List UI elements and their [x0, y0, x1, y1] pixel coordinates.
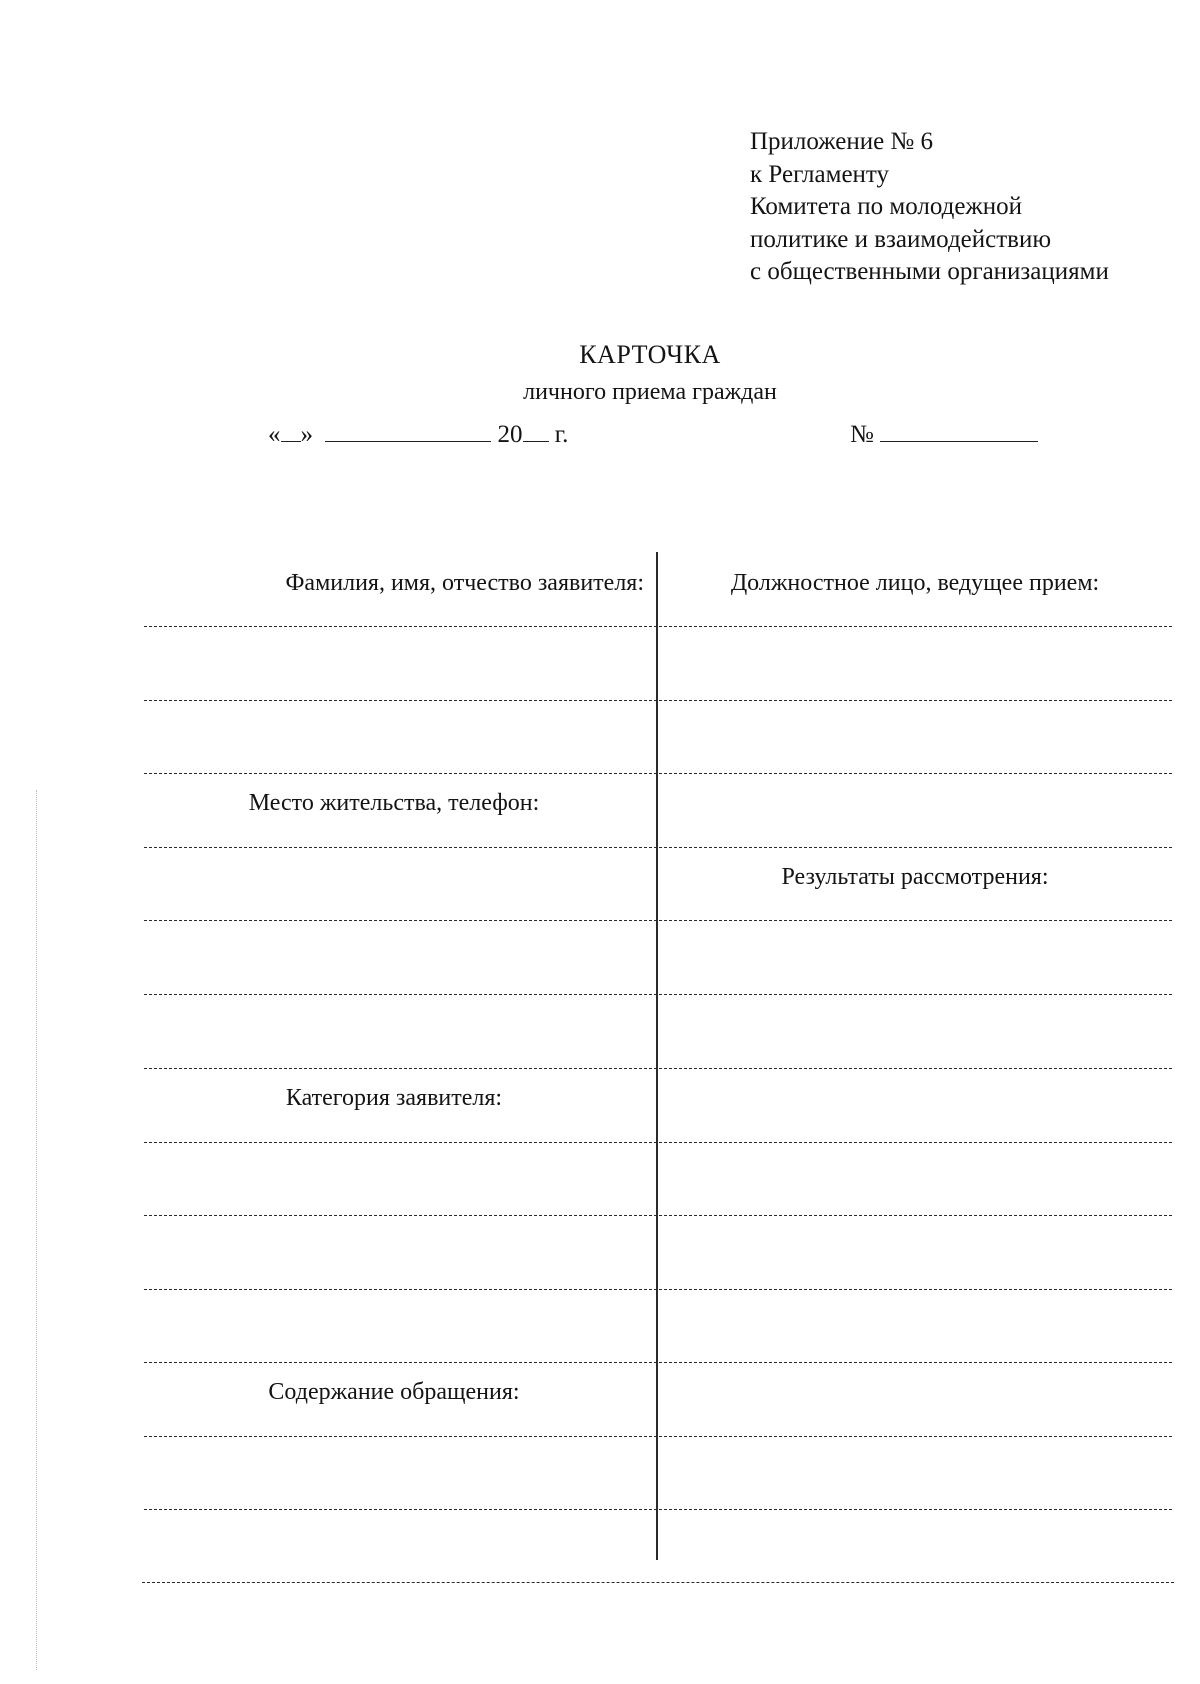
form-rule[interactable]: [144, 1509, 1172, 1510]
column-divider: [656, 552, 658, 1560]
appendix-line: политике и взаимодействию: [750, 225, 1052, 253]
form-rule[interactable]: [144, 1436, 1172, 1437]
scan-edge-artifact: [36, 790, 39, 1670]
appendix-note: [750, 126, 1109, 289]
form-rule[interactable]: [144, 1142, 1172, 1143]
results-label: Результаты рассмотрения:: [781, 864, 1049, 890]
form-rule[interactable]: [144, 847, 1172, 848]
document-subtitle: личного приема граждан: [523, 379, 777, 405]
appendix-line: Комитета по молодежной: [750, 193, 1022, 220]
applicant-name-label: Фамилия, имя, отчество заявителя:: [285, 570, 644, 596]
number-sign: №: [850, 421, 874, 448]
number-blank[interactable]: [880, 419, 1038, 442]
date-close-quote: »: [300, 421, 313, 448]
day-blank[interactable]: [281, 419, 301, 442]
appendix-line: Приложение № 6: [750, 128, 934, 155]
official-label: Должностное лицо, ведущее прием:: [730, 570, 1100, 596]
year-prefix: 20: [497, 421, 523, 448]
date-line: [268, 419, 568, 449]
document-title: КАРТОЧКА: [579, 340, 721, 369]
form-rule[interactable]: [142, 1582, 1174, 1583]
appendix-line: к Регламенту: [750, 160, 890, 188]
form-rule[interactable]: [144, 1289, 1172, 1290]
content-label: Содержание обращения:: [268, 1379, 520, 1405]
form-rule[interactable]: [144, 920, 1172, 921]
form-rule[interactable]: [144, 1215, 1172, 1216]
date-open-quote: «: [268, 421, 281, 448]
form-rule[interactable]: [144, 1068, 1172, 1069]
number-line: [850, 419, 1038, 449]
appendix-line: с общественными организациями: [750, 258, 1109, 285]
year-suffix: г.: [554, 421, 569, 448]
month-blank[interactable]: [325, 419, 491, 442]
form-rule[interactable]: [144, 626, 1172, 627]
residence-label: Место жительства, телефон:: [248, 790, 540, 816]
form-rule[interactable]: [144, 1362, 1172, 1363]
form-rule[interactable]: [144, 994, 1172, 995]
form-rule[interactable]: [144, 700, 1172, 701]
form-rule[interactable]: [144, 773, 1172, 774]
category-label: Категория заявителя:: [285, 1085, 503, 1111]
year-blank[interactable]: [523, 419, 549, 442]
